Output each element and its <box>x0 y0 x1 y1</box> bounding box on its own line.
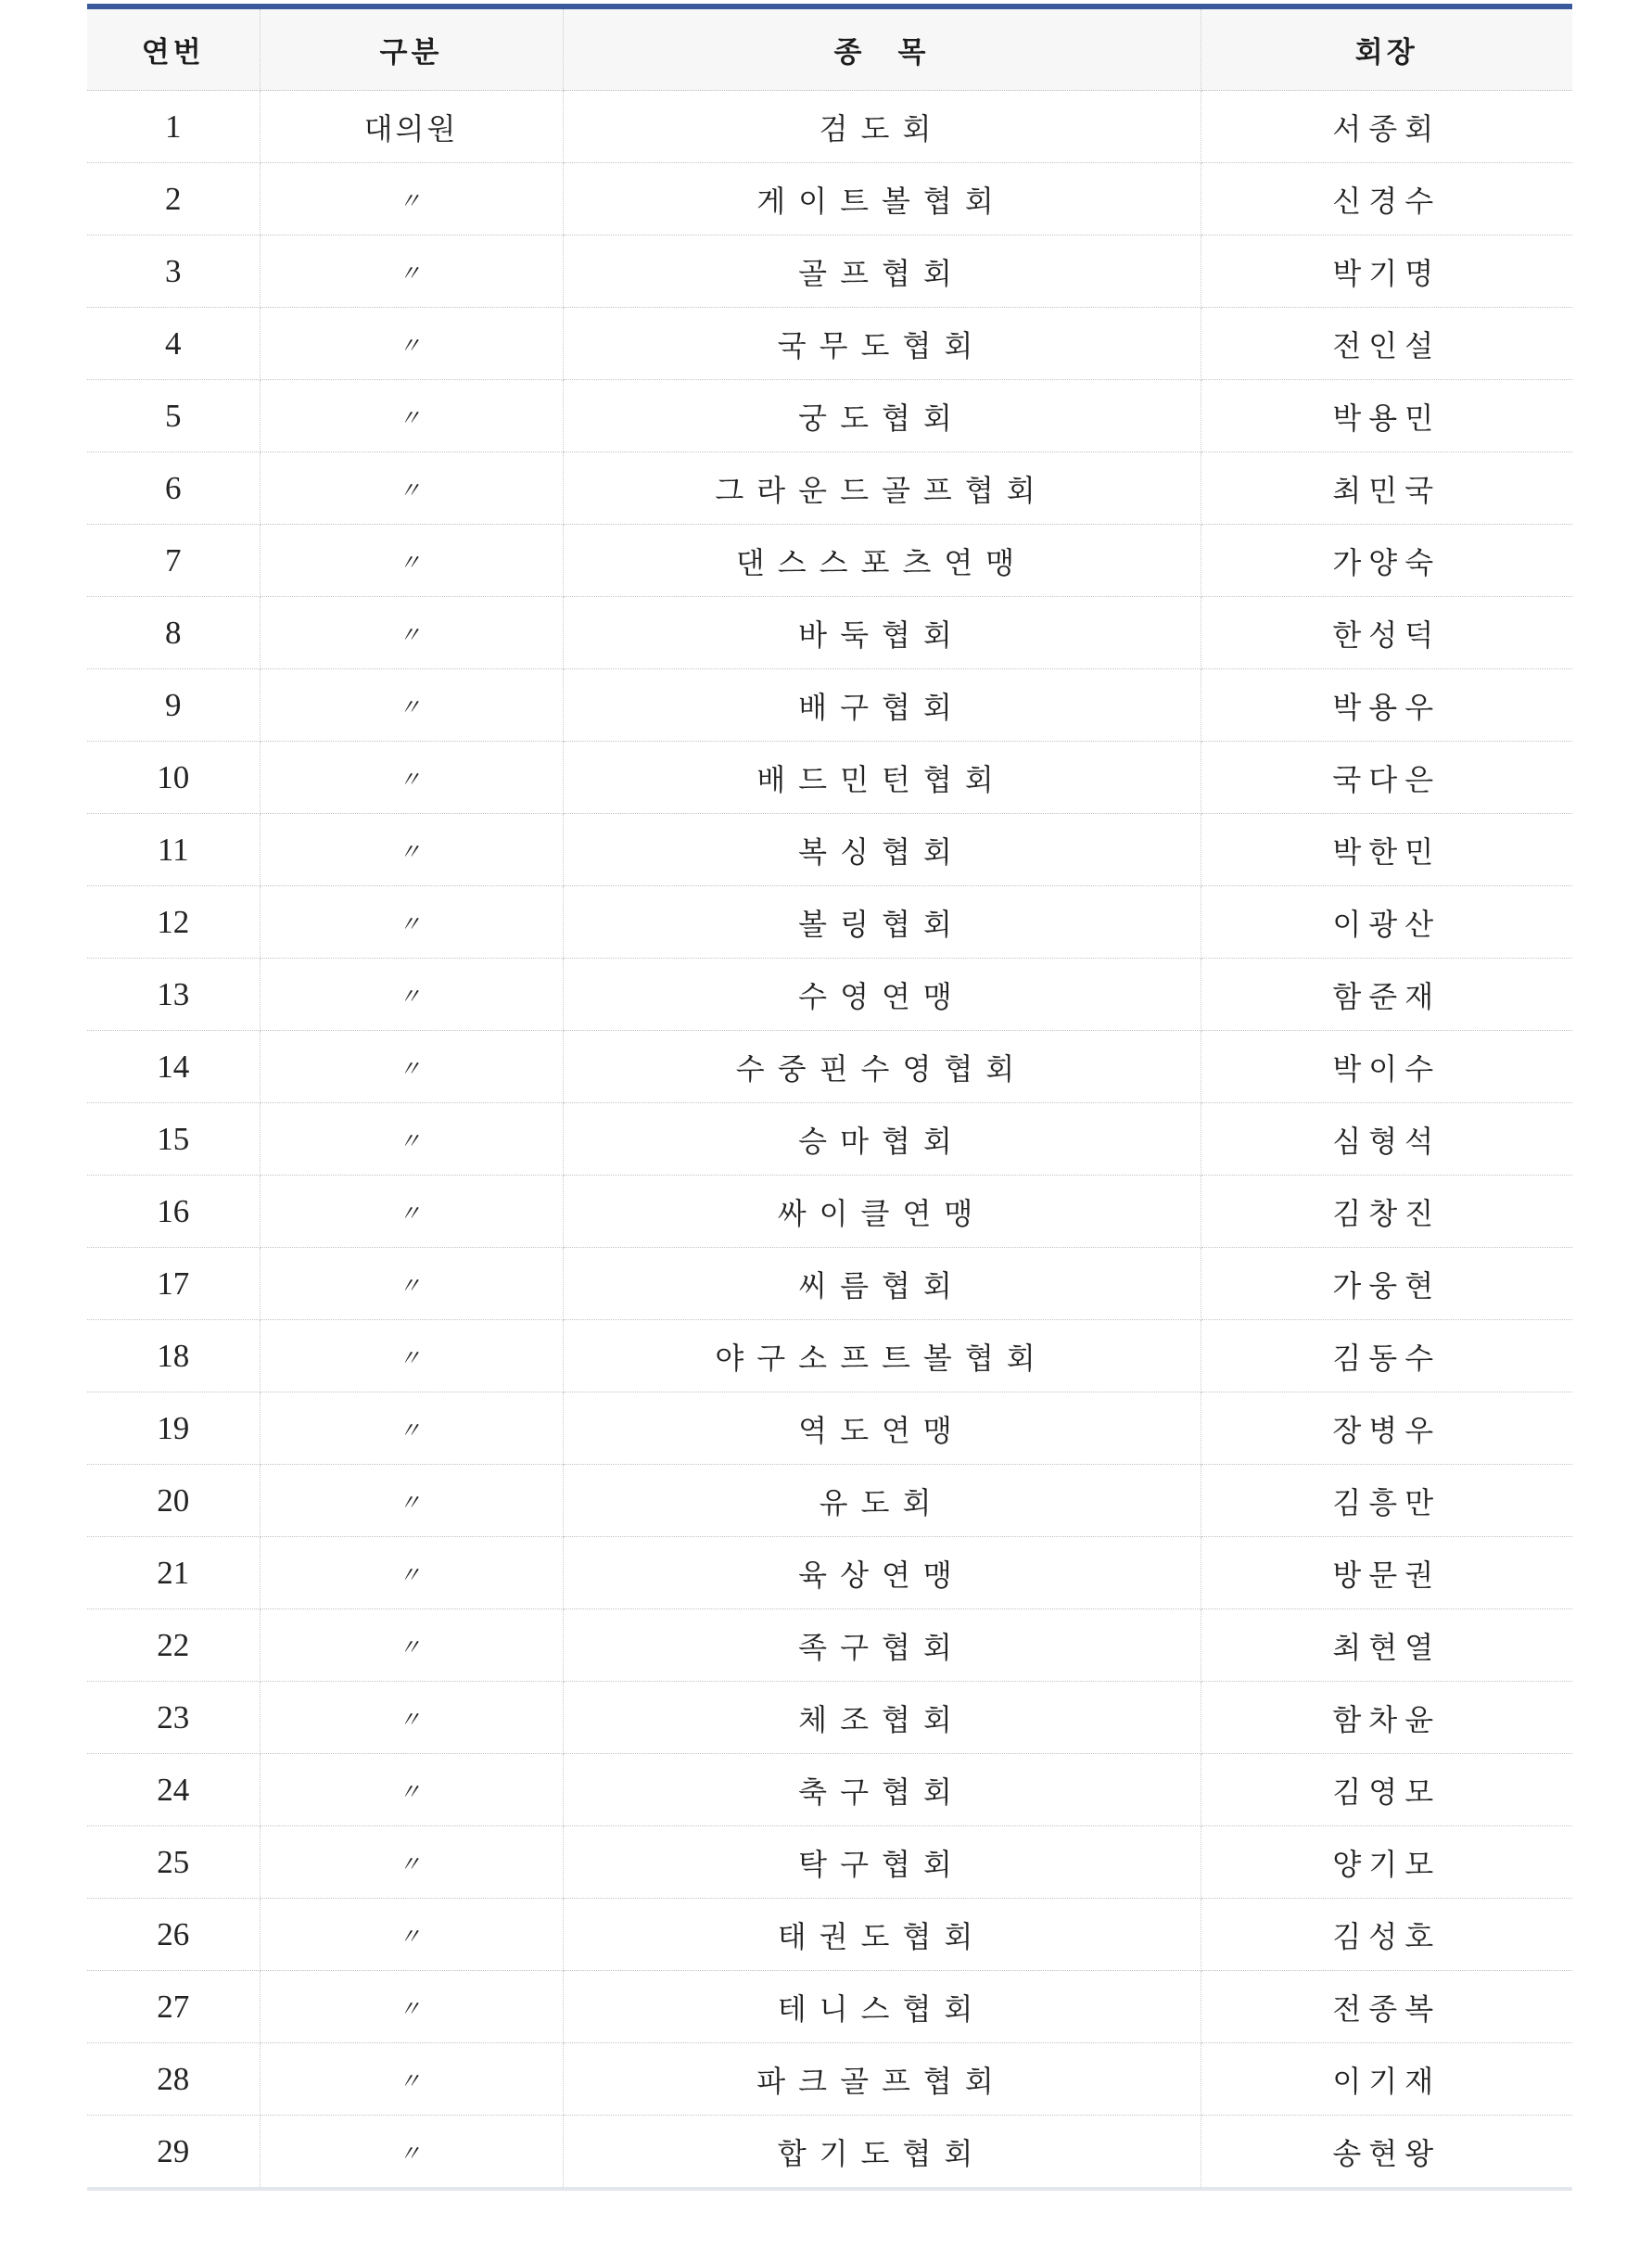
cell-number: 2 <box>87 163 260 235</box>
cell-item: 태권도협회 <box>563 1899 1201 1971</box>
cell-number: 29 <box>87 2116 260 2190</box>
cell-category: 〃 <box>260 1031 563 1103</box>
cell-category: 대의원 <box>260 91 563 163</box>
cell-item: 볼링협회 <box>563 886 1201 959</box>
cell-item: 그라운드골프협회 <box>563 452 1201 525</box>
cell-president: 함준재 <box>1201 959 1572 1031</box>
cell-president: 심형석 <box>1201 1103 1572 1176</box>
table-row <box>87 1754 1572 1826</box>
cell-number: 5 <box>87 380 260 452</box>
cell-president: 최민국 <box>1201 452 1572 525</box>
table-row <box>87 742 1572 814</box>
cell-item: 족구협회 <box>563 1609 1201 1682</box>
table-row <box>87 525 1572 597</box>
table-row <box>87 1971 1572 2043</box>
cell-number: 4 <box>87 308 260 380</box>
cell-president: 김창진 <box>1201 1176 1572 1248</box>
table-row <box>87 308 1572 380</box>
cell-president: 박한민 <box>1201 814 1572 886</box>
cell-category: 〃 <box>260 163 563 235</box>
cell-president: 함차윤 <box>1201 1682 1572 1754</box>
cell-number: 7 <box>87 525 260 597</box>
cell-item: 수중핀수영협회 <box>563 1031 1201 1103</box>
table-body <box>87 91 1572 2190</box>
cell-number: 27 <box>87 1971 260 2043</box>
table-row <box>87 163 1572 235</box>
cell-president: 이기재 <box>1201 2043 1572 2116</box>
cell-number: 25 <box>87 1826 260 1899</box>
table-row <box>87 1392 1572 1465</box>
table-header <box>87 6 1572 91</box>
cell-number: 6 <box>87 452 260 525</box>
cell-president: 가양숙 <box>1201 525 1572 597</box>
cell-category: 〃 <box>260 1320 563 1392</box>
cell-number: 24 <box>87 1754 260 1826</box>
cell-president: 신경수 <box>1201 163 1572 235</box>
cell-category: 〃 <box>260 1103 563 1176</box>
column-header-number: 연번 <box>87 6 260 91</box>
cell-number: 1 <box>87 91 260 163</box>
table-row <box>87 1465 1572 1537</box>
cell-category: 〃 <box>260 1754 563 1826</box>
cell-number: 11 <box>87 814 260 886</box>
cell-item: 승마협회 <box>563 1103 1201 1176</box>
cell-number: 8 <box>87 597 260 669</box>
cell-category: 〃 <box>260 742 563 814</box>
cell-item: 복싱협회 <box>563 814 1201 886</box>
column-header-item: 종 목 <box>563 6 1201 91</box>
cell-president: 박용우 <box>1201 669 1572 742</box>
cell-item: 씨름협회 <box>563 1248 1201 1320</box>
cell-number: 17 <box>87 1248 260 1320</box>
cell-category: 〃 <box>260 1826 563 1899</box>
cell-category: 〃 <box>260 235 563 308</box>
cell-number: 9 <box>87 669 260 742</box>
cell-president: 한성덕 <box>1201 597 1572 669</box>
cell-item: 야구소프트볼협회 <box>563 1320 1201 1392</box>
cell-president: 전종복 <box>1201 1971 1572 2043</box>
table-row <box>87 1320 1572 1392</box>
cell-category: 〃 <box>260 1392 563 1465</box>
cell-president: 양기모 <box>1201 1826 1572 1899</box>
cell-item: 육상연맹 <box>563 1537 1201 1609</box>
table-row <box>87 1031 1572 1103</box>
column-header-president: 회장 <box>1201 6 1572 91</box>
cell-category: 〃 <box>260 669 563 742</box>
cell-item: 배구협회 <box>563 669 1201 742</box>
cell-item: 검도회 <box>563 91 1201 163</box>
cell-president: 김동수 <box>1201 1320 1572 1392</box>
cell-number: 20 <box>87 1465 260 1537</box>
cell-president: 장병우 <box>1201 1392 1572 1465</box>
table-row <box>87 235 1572 308</box>
cell-number: 16 <box>87 1176 260 1248</box>
cell-president: 김영모 <box>1201 1754 1572 1826</box>
cell-category: 〃 <box>260 1682 563 1754</box>
table-row <box>87 91 1572 163</box>
cell-category: 〃 <box>260 1609 563 1682</box>
cell-item: 댄스스포츠연맹 <box>563 525 1201 597</box>
table-row <box>87 1899 1572 1971</box>
table-row <box>87 452 1572 525</box>
cell-category: 〃 <box>260 1537 563 1609</box>
cell-category: 〃 <box>260 380 563 452</box>
table-row <box>87 1103 1572 1176</box>
cell-category: 〃 <box>260 597 563 669</box>
cell-category: 〃 <box>260 1465 563 1537</box>
table-row <box>87 1682 1572 1754</box>
cell-president: 김성호 <box>1201 1899 1572 1971</box>
cell-category: 〃 <box>260 525 563 597</box>
cell-president: 박기명 <box>1201 235 1572 308</box>
cell-category: 〃 <box>260 2116 563 2190</box>
cell-president: 이광산 <box>1201 886 1572 959</box>
cell-number: 14 <box>87 1031 260 1103</box>
table-row <box>87 1609 1572 1682</box>
cell-number: 22 <box>87 1609 260 1682</box>
cell-category: 〃 <box>260 452 563 525</box>
table-row <box>87 1826 1572 1899</box>
table-row <box>87 669 1572 742</box>
cell-president: 방문권 <box>1201 1537 1572 1609</box>
cell-president: 김흥만 <box>1201 1465 1572 1537</box>
association-presidents-table-wrapper <box>87 4 1572 2191</box>
cell-item: 게이트볼협회 <box>563 163 1201 235</box>
table-row <box>87 597 1572 669</box>
cell-item: 유도회 <box>563 1465 1201 1537</box>
cell-item: 궁도협회 <box>563 380 1201 452</box>
cell-president: 박이수 <box>1201 1031 1572 1103</box>
table-row <box>87 1176 1572 1248</box>
cell-item: 역도연맹 <box>563 1392 1201 1465</box>
cell-president: 국다은 <box>1201 742 1572 814</box>
cell-category: 〃 <box>260 1176 563 1248</box>
cell-item: 수영연맹 <box>563 959 1201 1031</box>
cell-number: 13 <box>87 959 260 1031</box>
cell-item: 파크골프협회 <box>563 2043 1201 2116</box>
cell-number: 26 <box>87 1899 260 1971</box>
cell-item: 합기도협회 <box>563 2116 1201 2190</box>
table-row <box>87 959 1572 1031</box>
cell-number: 19 <box>87 1392 260 1465</box>
cell-number: 3 <box>87 235 260 308</box>
cell-category: 〃 <box>260 814 563 886</box>
cell-number: 28 <box>87 2043 260 2116</box>
cell-president: 전인설 <box>1201 308 1572 380</box>
cell-category: 〃 <box>260 1899 563 1971</box>
cell-item: 테니스협회 <box>563 1971 1201 2043</box>
cell-number: 12 <box>87 886 260 959</box>
cell-number: 23 <box>87 1682 260 1754</box>
table-row <box>87 1248 1572 1320</box>
table-row <box>87 2116 1572 2190</box>
cell-item: 바둑협회 <box>563 597 1201 669</box>
table-row <box>87 814 1572 886</box>
cell-president: 서종회 <box>1201 91 1572 163</box>
cell-president: 최현열 <box>1201 1609 1572 1682</box>
column-header-category: 구분 <box>260 6 563 91</box>
table-row <box>87 1537 1572 1609</box>
cell-president: 송현왕 <box>1332 2135 1442 2171</box>
cell-number: 15 <box>87 1103 260 1176</box>
cell-item: 축구협회 <box>563 1754 1201 1826</box>
cell-category: 〃 <box>260 1248 563 1320</box>
cell-item: 골프협회 <box>563 235 1201 308</box>
cell-category: 〃 <box>260 886 563 959</box>
cell-category: 〃 <box>260 959 563 1031</box>
table-row <box>87 2043 1572 2116</box>
header-row <box>87 6 1572 91</box>
cell-category: 〃 <box>260 2043 563 2116</box>
association-presidents-table <box>87 4 1572 2191</box>
cell-number: 21 <box>87 1537 260 1609</box>
cell-president: 가웅현 <box>1201 1248 1572 1320</box>
table-row <box>87 886 1572 959</box>
cell-item: 탁구협회 <box>563 1826 1201 1899</box>
cell-item: 국무도협회 <box>563 308 1201 380</box>
table-row <box>87 380 1572 452</box>
cell-category: 〃 <box>260 308 563 380</box>
cell-item: 배드민턴협회 <box>563 742 1201 814</box>
cell-number: 18 <box>87 1320 260 1392</box>
cell-item: 체조협회 <box>563 1682 1201 1754</box>
cell-item: 싸이클연맹 <box>563 1176 1201 1248</box>
cell-number: 10 <box>87 742 260 814</box>
cell-president: 박용민 <box>1201 380 1572 452</box>
cell-category: 〃 <box>260 1971 563 2043</box>
